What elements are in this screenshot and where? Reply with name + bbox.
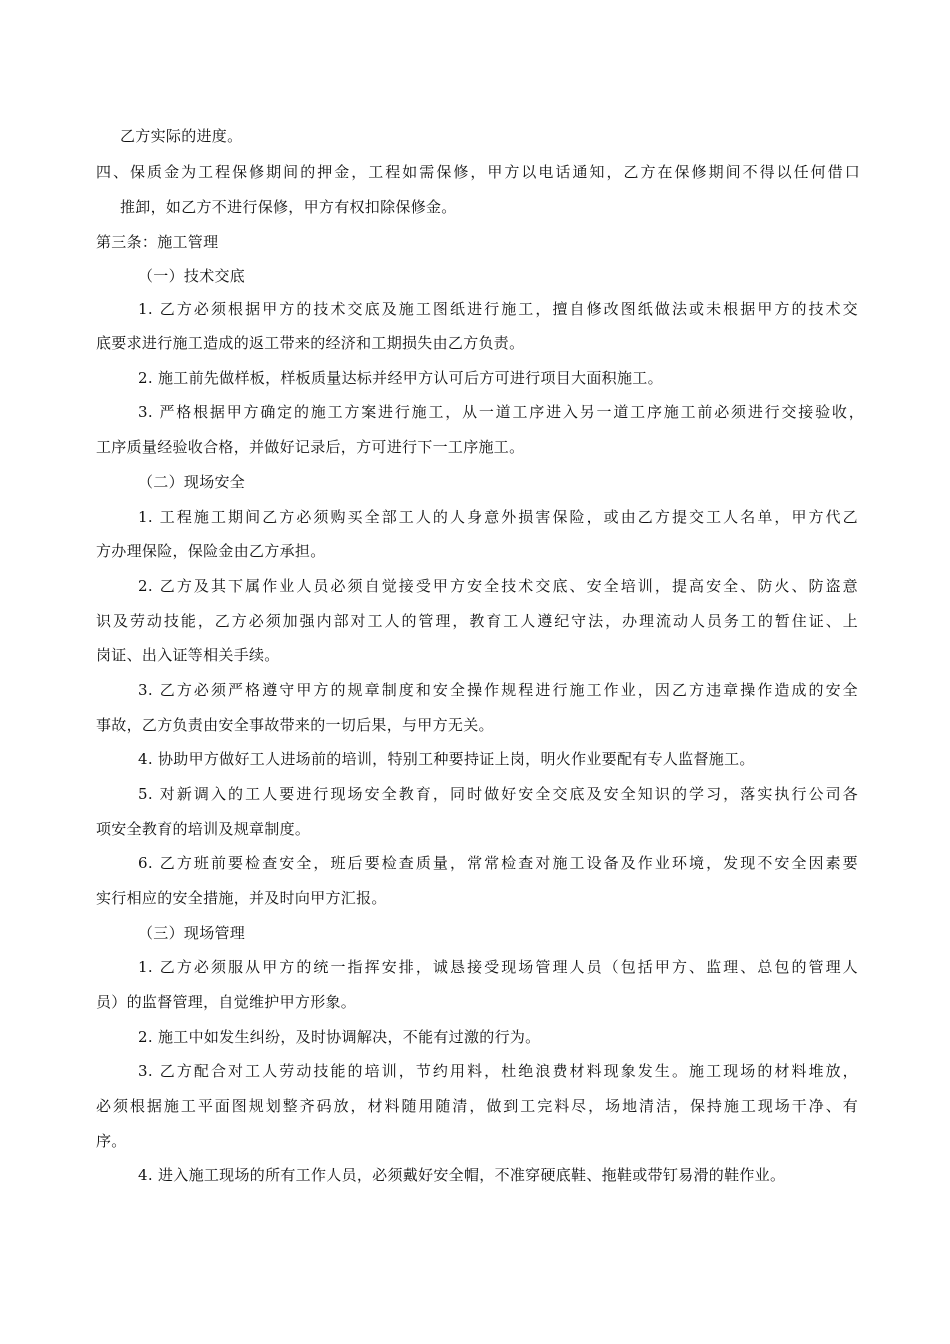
paragraph-line: 4. 协助甲方做好工人进场前的培训，特别工种要持证上岗，明火作业要配有专人监督施工。	[138, 750, 755, 768]
paragraph-line: 4. 进入施工现场的所有工作人员，必须戴好安全帽，不准穿硬底鞋、拖鞋或带钉易滑的鞋作业。	[138, 1166, 786, 1184]
paragraph-line: 实行相应的安全措施，并及时向甲方汇报。	[96, 889, 387, 907]
section-heading: （一）技术交底	[138, 267, 246, 285]
paragraph-line: 序。	[96, 1132, 127, 1150]
paragraph-line: 乙方实际的进度。	[120, 127, 243, 145]
article-heading: 第三条：施工管理	[96, 233, 219, 251]
paragraph-line: 工序质量经验收合格，并做好记录后，方可进行下一工序施工。	[96, 438, 525, 456]
paragraph-line: 必须根据施工平面图规划整齐码放，材料随用随清，做到工完料尽，场地清洁，保持施工现场干净、有	[96, 1097, 858, 1115]
paragraph-line: 6. 乙方班前要检查安全，班后要检查质量，常常检查对施工设备及作业环境，发现不安全因素要	[138, 854, 858, 872]
section-heading: （二）现场安全	[138, 473, 246, 491]
section-heading: （三）现场管理	[138, 924, 246, 942]
paragraph-line: 识及劳动技能，乙方必须加强内部对工人的管理，教育工人遵纪守法，办理流动人员务工的暂住证、上	[96, 612, 858, 630]
paragraph-line: 2. 施工中如发生纠纷，及时协调解决，不能有过激的行为。	[138, 1028, 541, 1046]
paragraph-line: 底要求进行施工造成的返工带来的经济和工期损失由乙方负责。	[96, 334, 525, 352]
paragraph-line: 推卸，如乙方不进行保修，甲方有权扣除保修金。	[120, 198, 457, 216]
paragraph-line: 员）的监督管理，自觉维护甲方形象。	[96, 993, 357, 1011]
paragraph-line: 岗证、出入证等相关手续。	[96, 646, 280, 664]
paragraph-line: 5. 对新调入的工人要进行现场安全教育，同时做好安全交底及安全知识的学习，落实执行公司各	[138, 785, 858, 803]
paragraph-line: 2. 施工前先做样板，样板质量达标并经甲方认可后方可进行项目大面积施工。	[138, 369, 663, 387]
paragraph-line: 事故，乙方负责由安全事故带来的一切后果，与甲方无关。	[96, 716, 494, 734]
paragraph-line: 3. 乙方必须严格遵守甲方的规章制度和安全操作规程进行施工作业，因乙方违章操作造成的安全	[138, 681, 858, 699]
paragraph-line: 1. 乙方必须根据甲方的技术交底及施工图纸进行施工，擅自修改图纸做法或未根据甲方的技术交	[138, 300, 858, 318]
paragraph-line: 项安全教育的培训及规章制度。	[96, 820, 311, 838]
paragraph-line: 2. 乙方及其下属作业人员必须自觉接受甲方安全技术交底、安全培训，提高安全、防火、防盗意	[138, 577, 858, 595]
paragraph-line: 1. 乙方必须服从甲方的统一指挥安排，诚恳接受现场管理人员（包括甲方、监理、总包的管理人	[138, 958, 858, 976]
paragraph-line: 四、保质金为工程保修期间的押金，工程如需保修，甲方以电话通知，乙方在保修期间不得以任何借口	[96, 163, 860, 181]
paragraph-line: 3. 严格根据甲方确定的施工方案进行施工，从一道工序进入另一道工序施工前必须进行交接验收，	[138, 403, 864, 421]
paragraph-line: 方办理保险，保险金由乙方承担。	[96, 542, 326, 560]
paragraph-line: 3. 乙方配合对工人劳动技能的培训，节约用料，杜绝浪费材料现象发生。施工现场的材料堆放，	[138, 1062, 858, 1080]
paragraph-line: 1. 工程施工期间乙方必须购买全部工人的人身意外损害保险，或由乙方提交工人名单，甲方代乙	[138, 508, 858, 526]
